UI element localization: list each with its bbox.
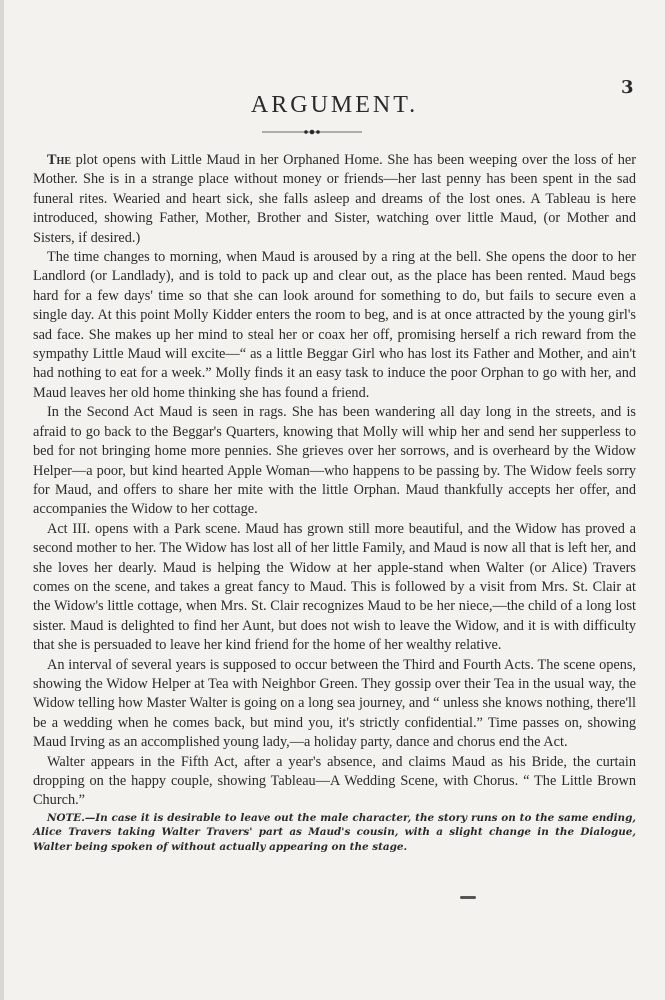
paragraph-4 xyxy=(33,520,636,656)
paragraph-5 xyxy=(33,656,636,753)
heading-ornament-rule xyxy=(262,128,362,136)
paragraph-6 xyxy=(33,753,636,811)
note-paragraph: NOTE.—In case it is desirable to leave out the male character, the story runs on to the same ending, Alice Travers taking Walter Travers' part as Maud's cousin, with a slight change in the Dialogue, Walter being spoken of without actually appearing on the stage. xyxy=(33,811,636,853)
paragraph-text: The time changes to morning, when Maud is aroused by a ring at the bell. She opens the door to her Landlord (or Landlady), and is told to pack up and clear out, as the place has been rented. Maud begs hard for a few days' time so that she can look around for something to do, but fails to secure even a single day. At this point Molly Kidder enters the room to beg, and is at once attracted by the young girl's sad face. She makes up her mind to steal her or coax her off, promising herself a rich reward from the sympathy Little Maud will excite—“ as a little Beggar Girl who has lost its Father and Mother, and ain't had nothing to eat for a week.” Molly finds it an easy task to induce the poor Orphan to go with her, and Maud leaves her old home thinking she has found a friend. xyxy=(33,249,636,401)
paragraph-text: Act III. opens with a Park scene. Maud has grown still more beautiful, and the Widow has proved a second mother to her. The Widow has lost all of her little Family, and Maud is now all that is left her, and she loves her dearly. Maud is helping the Widow at her apple-stand when Walter (or Alice) Travers comes on the scene, and takes a great fancy to Maud. This is followed by a visit from Mrs. St. Clair at the Widow's little cottage, when Mrs. St. Clair recognizes Maud to be her niece,—the child of a long lost sister. Maud is delighted to find her Aunt, but does not wish to leave the Widow, and it is with difficulty that she is persuaded to leave her kind friend for the home of her wealthy relative. xyxy=(33,520,636,654)
ink-smudge-mark xyxy=(460,896,476,899)
paragraph-text: Walter appears in the Fifth Act, after a year's absence, and claims Maud as his Bride, the curtain dropping on the happy couple, showing Tableau—A Wedding Scene, with Chorus. “ The Little Brown Church.” xyxy=(33,753,636,809)
paragraph-1 xyxy=(33,151,636,248)
paragraph-text: An interval of several years is supposed to occur between the Third and Fourth Acts. The scene opens, showing the Widow Helper at Tea with Neighbor Green. They gossip over their Tea in the usual way, the Widow telling how Master Walter is going on a long sea journey, and “ unless she knows nothing, there'll be a wedding when he comes back, but mind you, it's strictly confidential.” Time passes on, showing Maud Irving as an accomplished young lady,—a holiday party, dance and chorus end the Act. xyxy=(33,656,636,751)
argument-text xyxy=(33,151,636,855)
page-number: 3 xyxy=(621,77,634,98)
paragraph-lead-word: The xyxy=(47,152,71,168)
page-heading: ARGUMENT. xyxy=(250,92,419,118)
paragraph-text: plot opens with Little Maud in her Orphaned Home. She has been weeping over the loss of her Mother. She is in a strange place without money or friends—her last penny has been spent in the sad funeral rites. Wearied and heart sick, she falls asleep and dreams of the lost ones. A Tableau is here introduced, showing Father, Mother, Brother and Sister, watching over little Maud, (or Mother and Sisters, if desired.) xyxy=(33,152,636,246)
paragraph-text: In the Second Act Maud is seen in rags. She has been wandering all day long in the streets, and is afraid to go back to the Beggar's Quarters, knowing that Molly will whip her and send her supperless to bed for not bringing home more pennies. She grieves over her sorrows, and is overheard by the Widow Helper—a poor, but kind hearted Apple Woman—who happens to be passing by. The Widow feels sorry for Maud, and offers to share her mite with the little Orphan. Maud thankfully accepts her offer, and accompanies the Widow to her cottage. xyxy=(33,404,636,518)
paragraph-3 xyxy=(33,403,636,519)
paragraph-2 xyxy=(33,248,636,403)
